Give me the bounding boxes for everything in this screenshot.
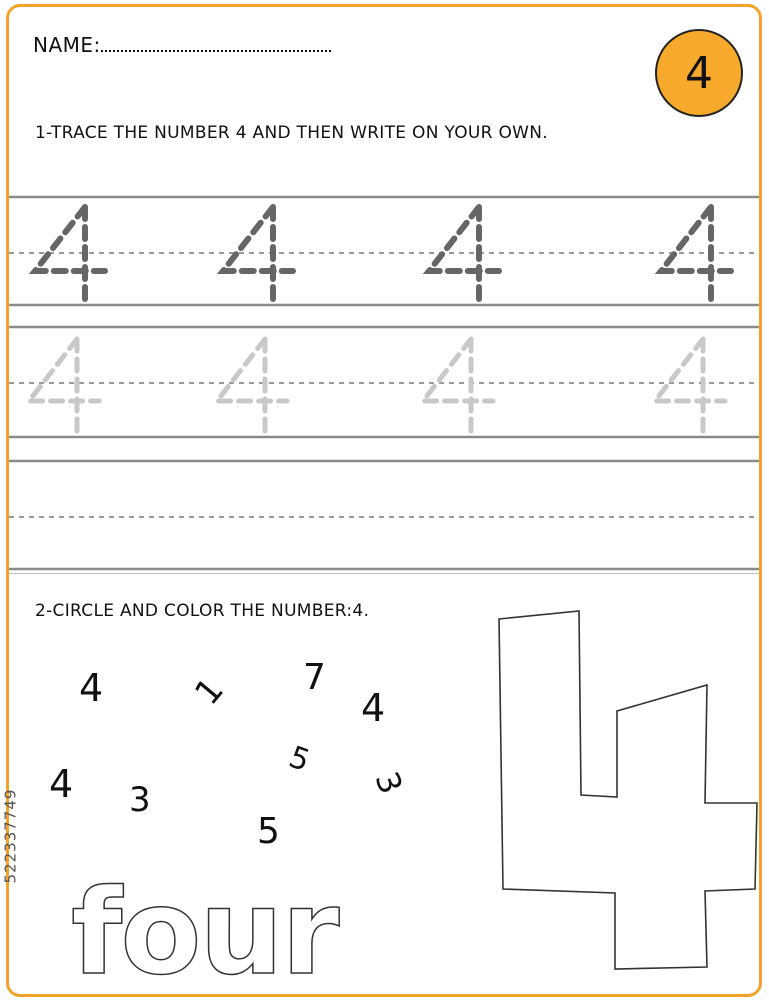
worksheet-frame [1, 4, 762, 1000]
scattered-number: 3 [367, 766, 411, 799]
trace-digit [429, 207, 499, 303]
name-row [33, 33, 331, 57]
scattered-number: 4 [361, 686, 386, 730]
trace-digit [661, 207, 731, 303]
stock-id: 522337749 [1, 788, 20, 884]
scattered-number: 5 [257, 811, 280, 852]
trace-digit [35, 207, 105, 303]
scattered-number: 5 [284, 739, 315, 780]
trace-digit-faded [423, 339, 493, 435]
tracing-area [9, 187, 759, 587]
scattered-number: 7 [303, 657, 326, 698]
trace-digit-faded [655, 339, 725, 435]
name-blank-line [101, 36, 331, 52]
name-label: NAME: [33, 33, 101, 57]
section-divider [9, 573, 759, 574]
number-cloud [9, 647, 479, 867]
scattered-number: 1 [187, 670, 232, 713]
outline-word [69, 863, 389, 1000]
number-badge: 4 [655, 29, 743, 117]
trace-digit [223, 207, 293, 303]
trace-digit-faded [29, 339, 99, 435]
scattered-number: 3 [129, 780, 151, 820]
scattered-number: 4 [49, 762, 74, 806]
instruction-trace: 1-TRACE THE NUMBER 4 AND THEN WRITE ON YOUR OWN. [35, 123, 548, 143]
stock-sidebar [1, 767, 41, 927]
instruction-circle: 2-CIRCLE AND COLOR THE NUMBER:4. [35, 601, 370, 621]
scattered-number: 4 [79, 666, 104, 710]
big-outline-digit [489, 607, 769, 987]
trace-digit-faded [217, 339, 287, 435]
word-label: four [71, 863, 338, 1000]
